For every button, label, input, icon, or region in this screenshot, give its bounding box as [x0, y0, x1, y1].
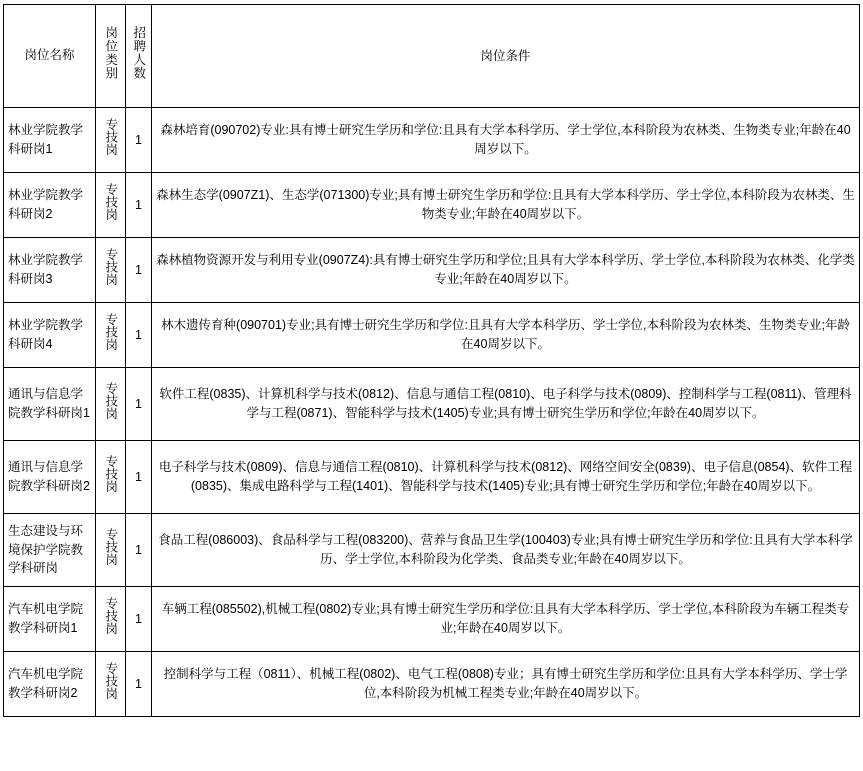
- cell-position-type-label: 专技岗: [103, 455, 118, 493]
- cell-recruit-count: 1: [126, 238, 152, 303]
- table-row: [4, 587, 860, 652]
- cell-conditions: 森林培育(090702)专业:具有博士研究生学历和学位:且具有大学本科学历、学士学位,本科阶段为农林类、生物类专业;年龄在40周岁以下。: [152, 108, 860, 173]
- cell-recruit-count: 1: [126, 173, 152, 238]
- cell-position-type: [96, 441, 126, 514]
- table-row: [4, 303, 860, 368]
- cell-position-name: 林业学院教学科研岗2: [4, 173, 96, 238]
- cell-position-type-label: 专技岗: [103, 662, 118, 700]
- header-position-name: [4, 5, 96, 108]
- cell-position-name: 生态建设与环境保护学院教学科研岗: [4, 514, 96, 587]
- cell-conditions: 森林植物资源开发与利用专业(0907Z4):具有博士研究生学历和学位;且具有大学本科学历、学士学位,本科阶段为农林类、化学类专业;年龄在40周岁以下。: [152, 238, 860, 303]
- cell-conditions: 林木遗传育种(090701)专业;具有博士研究生学历和学位:且具有大学本科学历、学士学位,本科阶段为农林类、生物类专业;年龄在40周岁以下。: [152, 303, 860, 368]
- cell-position-name: 通讯与信息学院教学科研岗1: [4, 368, 96, 441]
- header-conditions-label: 岗位条件: [480, 48, 531, 63]
- cell-position-type-label: 专技岗: [103, 382, 118, 420]
- table-row: [4, 652, 860, 717]
- cell-position-type-label: 专技岗: [103, 313, 118, 351]
- header-position-type: [96, 5, 126, 108]
- cell-conditions: 车辆工程(085502),机械工程(0802)专业;具有博士研究生学历和学位:且具有大学本科学历、学士学位,本科阶段为车辆工程类专业;年龄在40周岁以下。: [152, 587, 860, 652]
- cell-conditions: 控制科学与工程（0811）、机械工程(0802)、电气工程(0808)专业；具有博士研究生学历和学位:且具有大学本科学历、学士学位,本科阶段为机械工程类专业;年龄在40周岁以下。: [152, 652, 860, 717]
- cell-position-type-label: 专技岗: [103, 248, 118, 286]
- table-row: [4, 108, 860, 173]
- cell-position-name: 汽车机电学院教学科研岗1: [4, 587, 96, 652]
- cell-position-name: 通讯与信息学院教学科研岗2: [4, 441, 96, 514]
- table-body: [4, 108, 860, 717]
- header-recruit-count: [126, 5, 152, 108]
- header-conditions: [152, 5, 860, 108]
- cell-position-type: [96, 108, 126, 173]
- cell-position-type: [96, 238, 126, 303]
- cell-position-type-label: 专技岗: [103, 528, 118, 566]
- cell-position-name: 林业学院教学科研岗3: [4, 238, 96, 303]
- job-positions-table: [3, 4, 860, 717]
- cell-recruit-count: 1: [126, 108, 152, 173]
- table-row: [4, 238, 860, 303]
- table-row: [4, 514, 860, 587]
- cell-recruit-count: 1: [126, 587, 152, 652]
- cell-conditions: 食品工程(086003)、食品科学与工程(083200)、营养与食品卫生学(100403)专业;具有博士研究生学历和学位:且具有大学本科学历、学士学位,本科阶段为化学类、食品类专业;年龄在40周岁以下。: [152, 514, 860, 587]
- table-header-row: [4, 5, 860, 108]
- table-row: [4, 441, 860, 514]
- cell-position-type-label: 专技岗: [103, 118, 118, 156]
- cell-conditions: 软件工程(0835)、计算机科学与技术(0812)、信息与通信工程(0810)、电子科学与技术(0809)、控制科学与工程(0811)、管理科学与工程(0871)、智能科学与技术(1405)专业;具有博士研究生学历和学位;年龄在40周岁以下。: [152, 368, 860, 441]
- cell-position-type-label: 专技岗: [103, 597, 118, 635]
- cell-position-type: [96, 514, 126, 587]
- cell-recruit-count: 1: [126, 441, 152, 514]
- cell-position-type: [96, 368, 126, 441]
- header-position-type-label: 岗位类别: [103, 26, 118, 81]
- cell-position-type: [96, 587, 126, 652]
- cell-conditions: 森林生态学(0907Z1)、生态学(071300)专业;具有博士研究生学历和学位:且具有大学本科学历、学士学位,本科阶段为农林类、生物类专业;年龄在40周岁以下。: [152, 173, 860, 238]
- cell-position-name: 林业学院教学科研岗4: [4, 303, 96, 368]
- cell-recruit-count: 1: [126, 652, 152, 717]
- cell-position-type: [96, 303, 126, 368]
- cell-recruit-count: 1: [126, 514, 152, 587]
- cell-conditions: 电子科学与技术(0809)、信息与通信工程(0810)、计算机科学与技术(0812)、网络空间安全(0839)、电子信息(0854)、软件工程(0835)、集成电路科学与工程(1401)、智能科学与技术(1405)专业;具有博士研究生学历和学位;年龄在40周岁以下。: [152, 441, 860, 514]
- table-row: [4, 368, 860, 441]
- cell-position-name: 林业学院教学科研岗1: [4, 108, 96, 173]
- header-position-name-label: 岗位名称: [24, 48, 75, 63]
- cell-position-type: [96, 173, 126, 238]
- cell-recruit-count: 1: [126, 368, 152, 441]
- cell-position-type-label: 专技岗: [103, 183, 118, 221]
- cell-recruit-count: 1: [126, 303, 152, 368]
- cell-position-type: [96, 652, 126, 717]
- header-recruit-count-label: 招聘人数: [131, 26, 146, 81]
- table-row: [4, 173, 860, 238]
- cell-position-name: 汽车机电学院教学科研岗2: [4, 652, 96, 717]
